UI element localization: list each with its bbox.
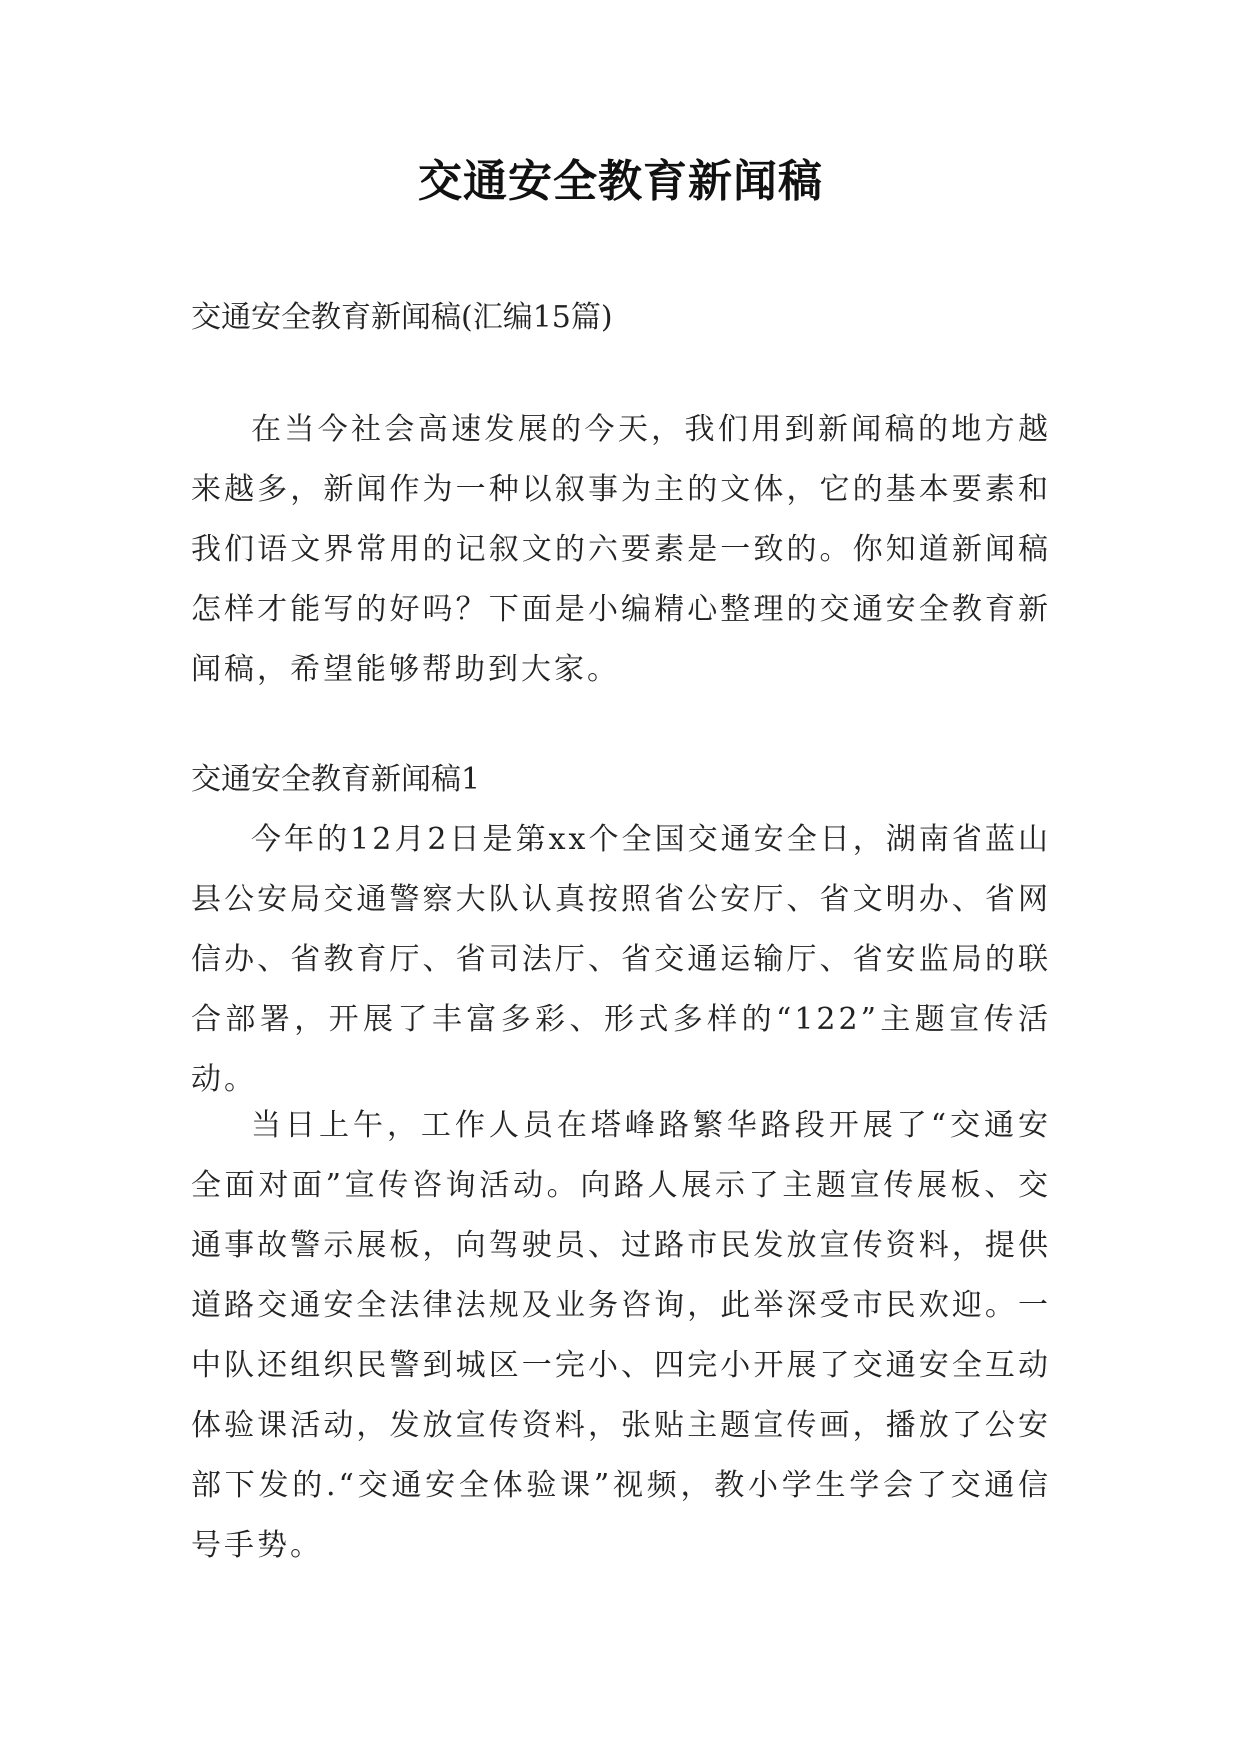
intro-paragraph: 在当今社会高速发展的今天，我们用到新闻稿的地方越来越多，新闻作为一种以叙事为主的文体，它的基本要素和我们语文界常用的记叙文的六要素是一致的。你知道新闻稿怎样才能写的好吗？下面是小编精心整理的交通安全教育新闻稿，希望能够帮助到大家。 bbox=[191, 412, 1051, 687]
document-title: 交通安全教育新闻稿 bbox=[418, 156, 823, 207]
section-heading: 交通安全教育新闻稿1 bbox=[191, 762, 481, 797]
document-subtitle: 交通安全教育新闻稿(汇编15篇) bbox=[191, 300, 613, 335]
body-paragraph: 今年的12月2日是第xx个全国交通安全日，湖南省蓝山县公安局交通警察大队认真按照省公安厅、省文明办、省网信办、省教育厅、省司法厅、省交通运输厅、省安监局的联合部署，开展了丰富多彩、形式多样的“122”主题宣传活动。 bbox=[191, 822, 1051, 1097]
body-paragraph: 当日上午，工作人员在塔峰路繁华路段开展了“交通安全面对面”宣传咨询活动。向路人展示了主题宣传展板、交通事故警示展板，向驾驶员、过路市民发放宣传资料，提供道路交通安全法律法规及业务咨询，此举深受市民欢迎。一中队还组织民警到城区一完小、四完小开展了交通安全互动体验课活动，发放宣传资料，张贴主题宣传画，播放了公安部下发的.“交通安全体验课”视频，教小学生学会了交通信号手势。 bbox=[191, 1108, 1051, 1563]
